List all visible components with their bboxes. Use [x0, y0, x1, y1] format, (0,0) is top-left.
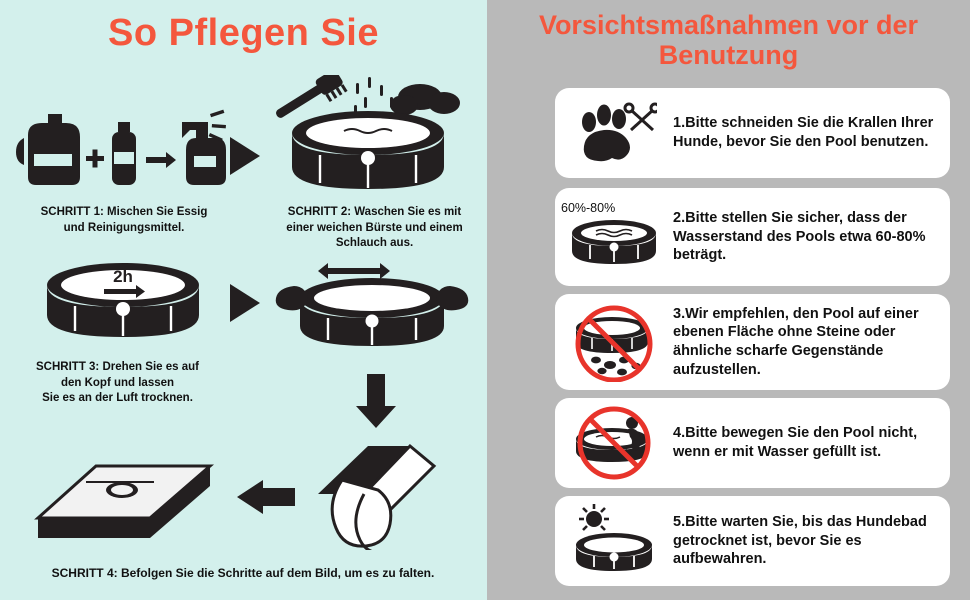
tip-card-1	[555, 88, 950, 178]
step-2-graphic	[268, 75, 478, 200]
tip-text-4: 4.Bitte bewegen Sie den Pool nicht, wenn er mit Wasser gefüllt ist.	[673, 425, 918, 460]
step-1-graphic	[10, 100, 240, 195]
arrow-down-icon	[355, 372, 397, 430]
tip-text-3: 3.Wir empfehlen, den Pool auf einer ebenen Fläche ohne Steine oder ähnliche scharfe Gegenstände aufzustellen.	[673, 305, 919, 378]
paw-with-scissors-icon	[555, 100, 673, 166]
step-4-rolled-graphic	[312, 440, 442, 550]
arrow-step1-to-step2-icon	[228, 135, 264, 177]
no-moving-filled-pool-icon	[555, 405, 673, 481]
tip-card-5	[555, 496, 950, 586]
pool-upside-down-icon	[28, 255, 218, 350]
rolled-pool-icon	[312, 440, 442, 550]
tip-card-3	[555, 294, 950, 390]
cleaning-supplies-icon	[10, 100, 240, 195]
step-3-caption: SCHRITT 3: Drehen Sie es auf den Kopf und lassen Sie es an der Luft trocknen.	[36, 361, 199, 405]
sun-drying-pool-icon	[555, 503, 673, 579]
tip-text-2: 2.Bitte stellen Sie sicher, dass der Wasserstand des Pools etwa 60-80% beträgt.	[673, 210, 926, 264]
precautions-panel	[487, 0, 970, 600]
tip-text-5: 5.Bitte warten Sie, bis das Hundebad getrocknet ist, bevor Sie es aufbewahren.	[673, 514, 927, 568]
step-3b-graphic	[268, 250, 478, 355]
step-4-caption: SCHRITT 4: Befolgen Sie die Schritte auf dem Bild, um es zu falten.	[51, 566, 435, 580]
tip-text-1: 1.Bitte schneiden Sie die Krallen Ihrer Hunde, bevor Sie den Pool benutzen.	[673, 115, 934, 150]
left-panel-title: So Pflegen Sie	[108, 12, 379, 54]
pool-folding-icon	[268, 250, 478, 355]
step-2-caption: SCHRITT 2: Waschen Sie es mit einer weichen Bürste und einem Schlauch aus.	[286, 206, 463, 250]
water-level-badge: 60%-80%	[561, 201, 616, 215]
right-panel-title: Vorsichtsmaßnahmen vor der Benutzung	[538, 10, 919, 71]
step-3-graphic	[28, 255, 218, 350]
tip-card-2	[555, 188, 950, 286]
tip-card-4	[555, 398, 950, 488]
step-1-caption: SCHRITT 1: Mischen Sie Essig und Reinigungsmittel.	[40, 206, 208, 234]
pool-water-level-icon	[555, 197, 673, 277]
step-4-package-graphic	[30, 452, 220, 557]
arrow-left-icon	[235, 478, 297, 516]
arrow-step3-to-step4-icon	[228, 282, 264, 324]
no-stones-under-pool-icon	[555, 302, 673, 382]
folded-pool-package-icon	[30, 452, 220, 557]
brush-hose-washing-icon	[268, 75, 478, 200]
svg-text:2h: 2h	[113, 267, 133, 286]
